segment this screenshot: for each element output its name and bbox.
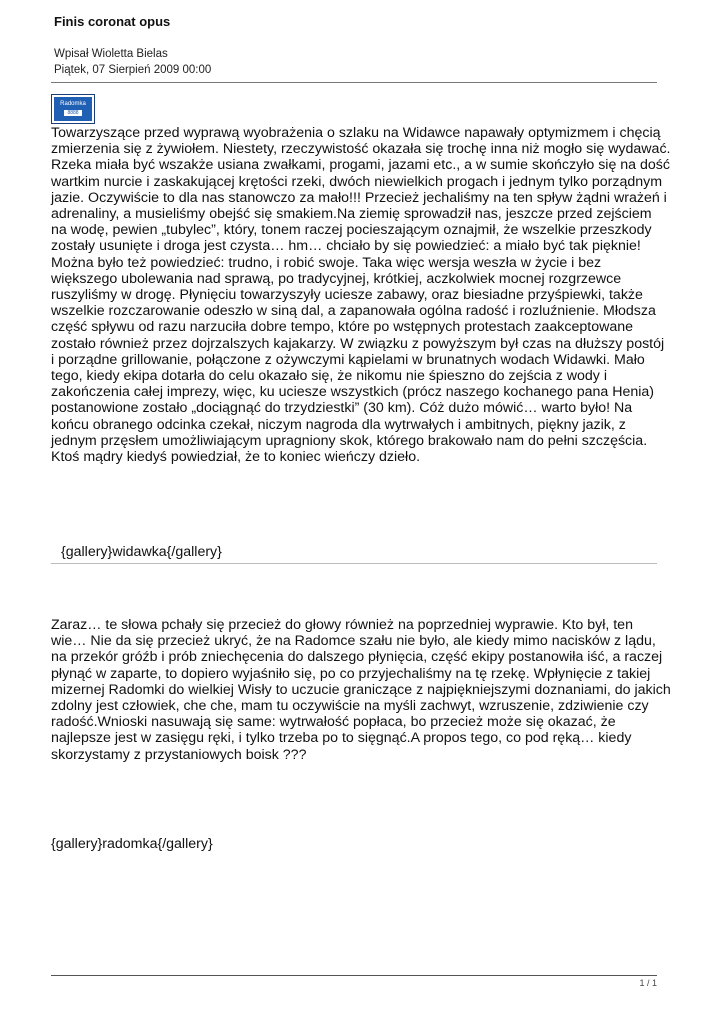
sign-text: Radomka — [60, 101, 86, 107]
body-paragraph-2: Zaraz… te słowa pchały się przecież do głowy również na poprzedniej wyprawie. Kto był, ten wie… Nie da się przecież ukryć, że na Radomce szału nie było, ale kiedy mimo nacisków z lądu, na przekór gróźb i prób zniechęcenia do dalszego płynięcia, część ekipy postanowiła iść, a raczej płynąć w zaparte, to dopiero wyjaśniło się, po co przyjechaliśmy na tę rzekę. Wpłynięcie z takiej mizernej Radomki do wielkiej Wisły to uczucie graniczące z najpiękniejszymi doznaniami, do jakich zdolny jest człowiek, che che, mam tu oczywiście na myśli zachwyt, wzruszenie, zdziwienie czy radość.Wnioski nasuwają się same: wytrwałość popłaca, bo przecież może się okazać, że najlepsze jest w zasięgu ręki, i tylko trzeba po to sięgnąć.A propos tego, co pod ręką… kiedy skorzystamy z przystaniowych boisk ??? — [51, 617, 671, 763]
gallery-tag-widawka: {gallery}widawka{/gallery} — [61, 544, 222, 560]
article-title: Finis coronat opus — [54, 14, 171, 29]
page-number: 1 / 1 — [639, 978, 657, 988]
header-divider — [51, 82, 657, 83]
article-meta — [54, 46, 211, 78]
article-date: Piątek, 07 Sierpień 2009 00:00 — [54, 64, 212, 76]
article-author: Wpisał Wioletta Bielas — [54, 48, 168, 60]
radomka-sign-image — [52, 95, 94, 123]
sign-number: 8888 — [64, 110, 81, 116]
gallery-divider — [51, 563, 657, 564]
body-paragraph-1: Towarzyszące przed wyprawą wyobrażenia o szlaku na Widawce napawały optymizmem i chęcią zmierzenia się z żywiołem. Niestety, rzeczywistość okazała się trochę inna niż mogło się wydawać. Rzeka miała być wszakże usiana zwałkami, progami, jazami etc., a w sumie skończyło się na dość wartkim nurcie i zaskakującej krętości rzeki, dwóch niewielkich progach i jednym tylko porządnym jazie. Oczywiście to dla nas stanowczo za mało!!! Przecież jechaliśmy na ten spływ żądni wrażeń i adrenaliny, a musieliśmy obejść się smakiem.Na ziemię sprowadził nas, jeszcze przed zejściem na wodę, pewien „tubylec”, który, tonem raczej pocieszającym oznajmił, że wszelkie przeszkody zostały usunięte i droga jest czysta… hm… chciało by się powiedzieć: a miało być tak pięknie! Można było też powiedzieć: trudno, i robić swoje. Taka więc wersja weszła w życie i bez większego ubolewania nad sprawą, po tradycyjnej, krótkiej, aczkolwiek mocnej rozgrzewce ruszyliśmy w drogę. Płynięciu towarzyszyły uciesze zabawy, oraz biesiadne przyśpiewki, także wszelkie rozczarowanie odeszło w siną dal, a zapanowała ogólna radość i rozluźnienie. Młodsza część spływu od razu narzuciła dobre tempo, które po wstępnych protestach zaakceptowane zostało również przez dojrzalszych kajakarzy. W związku z powyższym był czas na dłuższy postój i porządne grillowanie, połączone z ożywczymi kąpielami w brunatnych wodach Widawki. Mało tego, kiedy ekipa dotarła do celu okazało się, że nikomu nie śpieszno do zejścia z wody i zakończenia całej imprezy, więc, ku uciesze wszystkich (prócz naszego kochanego pana Henia) postanowione zostało „dociągnąć do trzydziestki” (30 km). Cóż dużo mówić… warto było! Na końcu obranego odcinka czekał, niczym nagroda dla wytrwałych i ambitnych, piękny jazik, z jednym przęsłem umożliwiającym upragniony skok, którego brakowało nam do pełni szczęścia. Ktoś mądry kiedyś powiedział, że to koniec wieńczy dzieło. — [51, 125, 671, 466]
footer-divider — [51, 975, 657, 976]
gallery-tag-radomka: {gallery}radomka{/gallery} — [51, 836, 213, 852]
